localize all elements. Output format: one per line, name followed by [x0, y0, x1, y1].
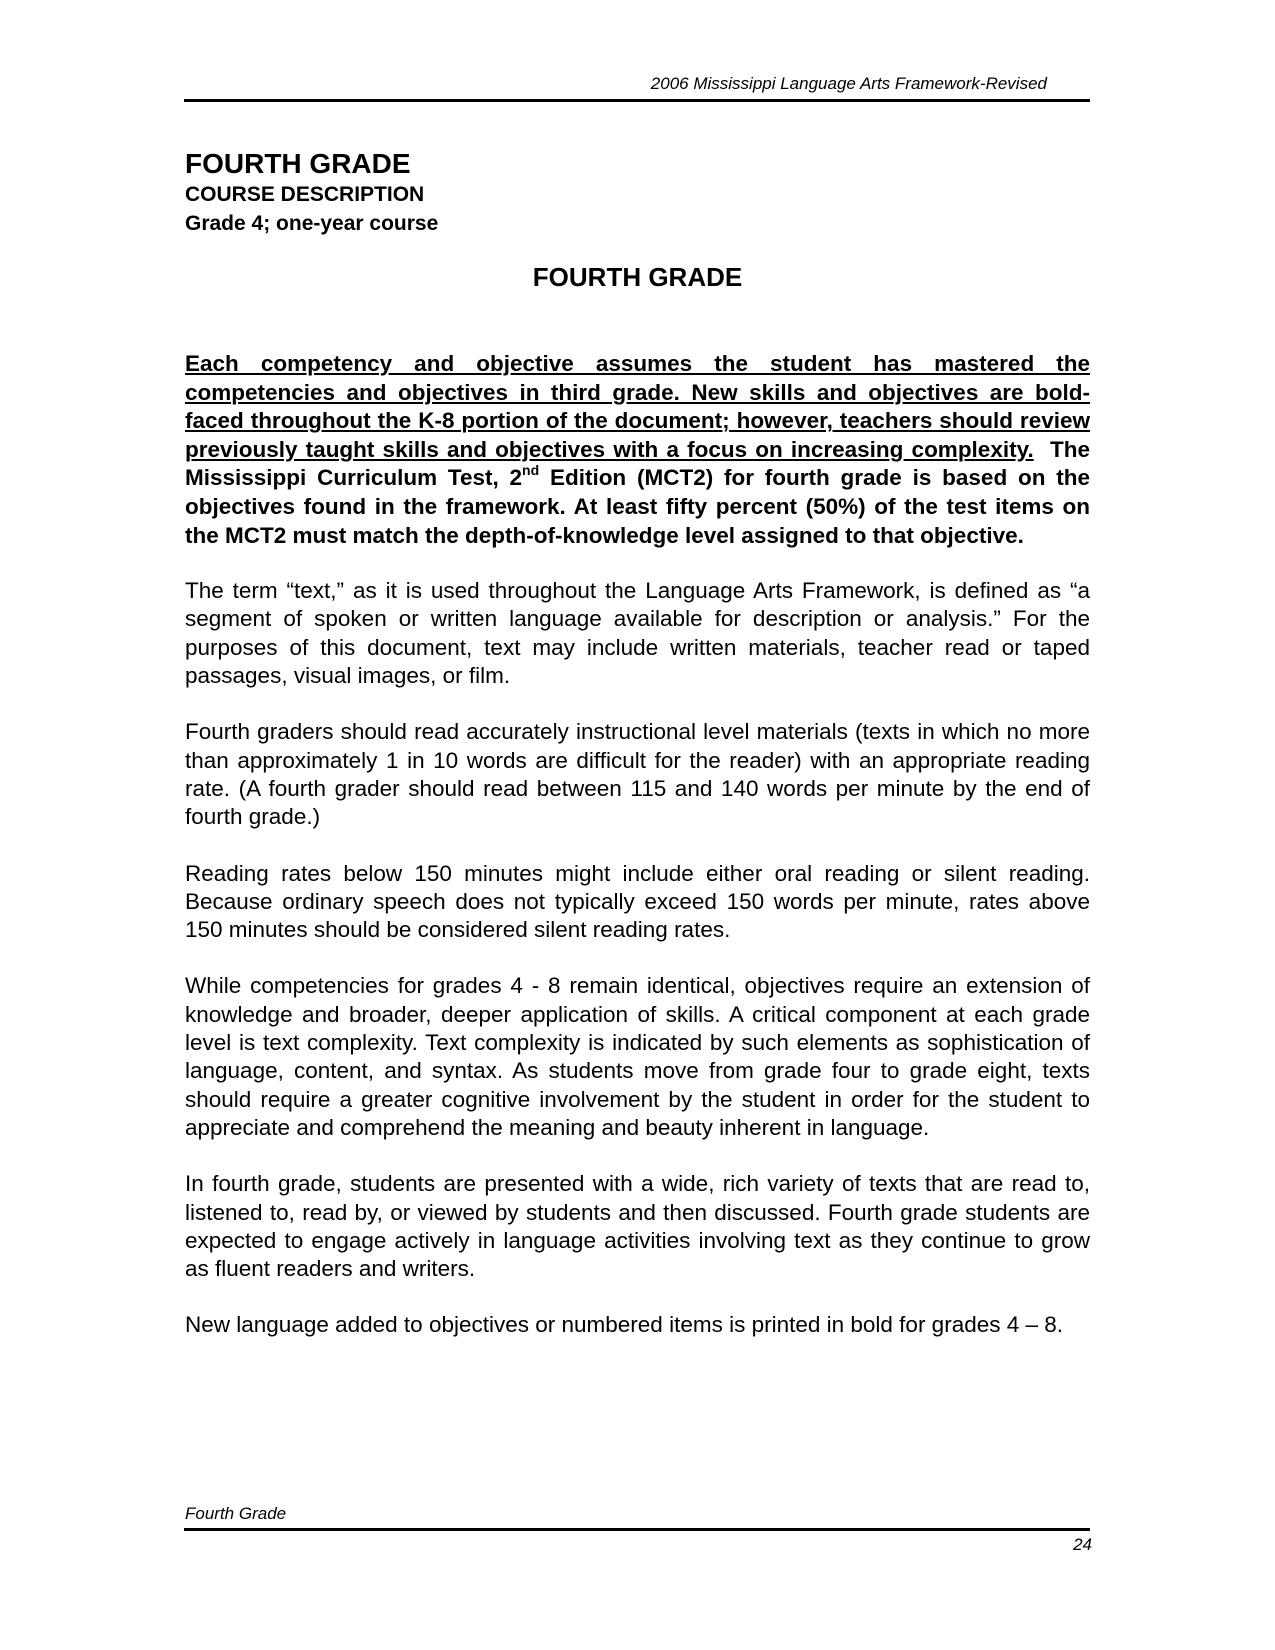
- intro-superscript: nd: [522, 461, 540, 478]
- body-text: [185, 350, 1090, 1368]
- footer-rule: [184, 1528, 1090, 1531]
- title-block: [185, 148, 438, 238]
- grade-title: FOURTH GRADE: [185, 148, 411, 179]
- course-detail: Grade 4; one-year course: [185, 212, 439, 235]
- paragraph-reading-rates: Reading rates below 150 minutes might include either oral reading or silent reading. Because ordinary speech does not typically exceed 150 words per minute, rates above 150 minutes should be considered silent reading rates.: [185, 860, 1090, 943]
- intro-mct-text-continued: Edition (MCT2) for fourth grade is based on the objectives found in the framework. At least fifty percent (50%) of the test items on the MCT2 must match the depth-of-knowledge level assigned to that objective.: [185, 465, 1091, 548]
- paragraph-text-definition: The term “text,” as it is used throughout the Language Arts Framework, is defined as “a segment of spoken or written language available for description or analysis.” For the purposes of this document, text may include written materials, teacher read or taped passages, visual images, or film.: [185, 578, 1090, 689]
- intro-underlined-text: Each competency and objective assumes the student has mastered the competencies and objectives in third grade. New skills and objectives are bold-faced throughout the K-8 portion of the document; however, teachers should review previously taught skills and objectives with a focus on increasing complexity: [185, 351, 1090, 462]
- running-header: 2006 Mississippi Language Arts Framework-Revised: [650, 74, 1047, 93]
- paragraph-fourth-grade-texts: In fourth grade, students are presented with a wide, rich variety of texts that are read to, listened to, read by, or viewed by students and then discussed. Fourth grade students are expected to engage actively in language activities involving text as they continue to grow as fluent readers and writers.: [185, 1171, 1090, 1282]
- paragraph-competencies: While competencies for grades 4 - 8 remain identical, objectives require an extension of knowledge and broader, deeper application of skills. A critical component at each grade level is text complexity. Text complexity is indicated by such elements as sophistication of language, content, and syntax. As students move from grade four to grade eight, texts should require a greater cognitive involvement by the student in order for the student to appreciate and comprehend the meaning and beauty inherent in language.: [185, 973, 1090, 1140]
- page-number: 24: [1073, 1535, 1092, 1554]
- intro-underlined-period: .: [1027, 436, 1034, 462]
- header-rule: [184, 99, 1090, 102]
- course-description-label: COURSE DESCRIPTION: [185, 183, 425, 206]
- intro-mct-text: The Mississippi Curriculum Test, 2: [185, 436, 1090, 491]
- section-title: FOURTH GRADE: [532, 262, 743, 292]
- intro-paragraph: [185, 350, 1090, 550]
- footer-section-label: Fourth Grade: [185, 1504, 287, 1523]
- paragraph-new-language: New language added to objectives or numbered items is printed in bold for grades 4 – 8.: [185, 1312, 1064, 1338]
- paragraph-reading-accuracy: Fourth graders should read accurately instructional level materials (texts in which no more than approximately 1 in 10 words are difficult for the reader) with an appropriate reading rate. (A fourth grader should read between 115 and 140 words per minute by the end of fourth grade.): [185, 719, 1090, 830]
